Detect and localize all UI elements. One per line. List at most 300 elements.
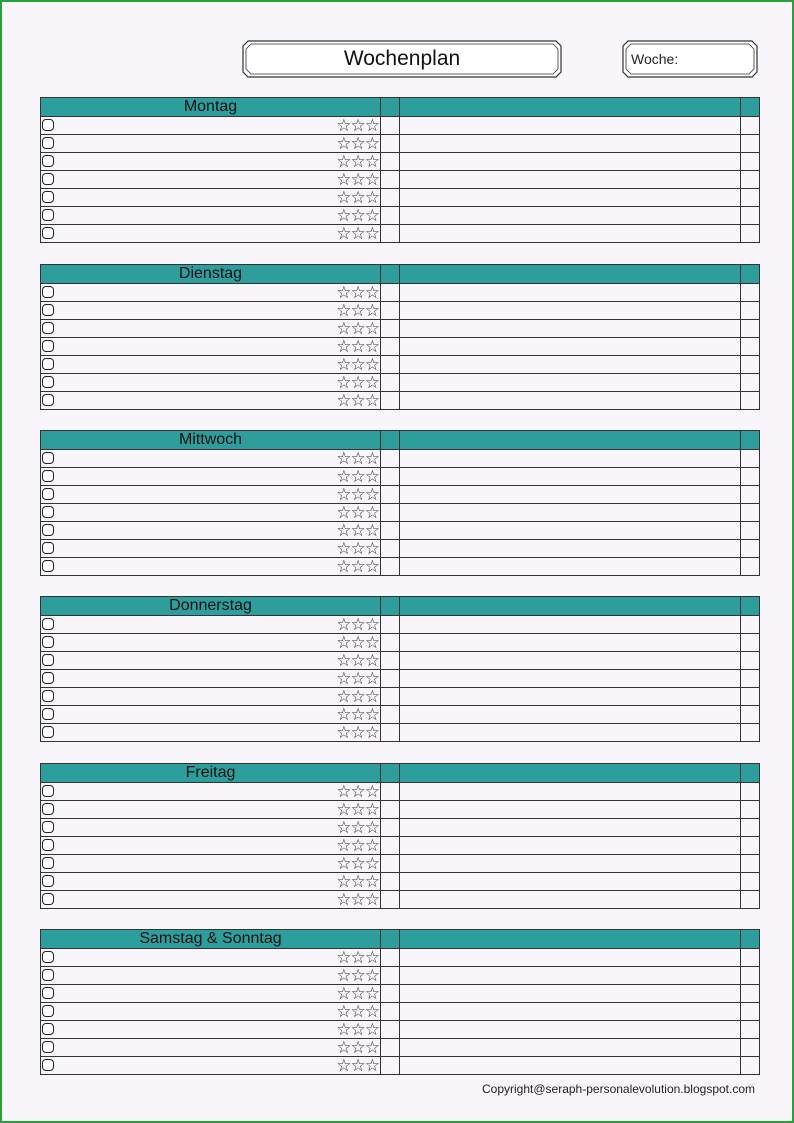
notes-cell[interactable] <box>400 450 741 468</box>
notes-cell[interactable] <box>400 504 741 522</box>
task-cell[interactable] <box>41 634 381 652</box>
check-cell[interactable] <box>741 504 760 522</box>
star-rating-icon[interactable]: ☆☆☆ <box>336 503 379 522</box>
small-cell[interactable] <box>381 985 400 1003</box>
small-cell[interactable] <box>381 801 400 819</box>
star-rating-icon[interactable]: ☆☆☆ <box>336 485 379 504</box>
task-cell[interactable] <box>41 949 381 967</box>
small-cell[interactable] <box>381 320 400 338</box>
task-cell[interactable] <box>41 392 381 410</box>
star-rating-icon[interactable]: ☆☆☆ <box>336 152 379 171</box>
star-rating-icon[interactable]: ☆☆☆ <box>336 836 379 855</box>
check-cell[interactable] <box>741 117 760 135</box>
check-cell[interactable] <box>741 616 760 634</box>
task-cell[interactable] <box>41 783 381 801</box>
checkbox-icon[interactable] <box>42 875 54 887</box>
header-cell <box>400 431 741 450</box>
notes-cell[interactable] <box>400 320 741 338</box>
check-cell[interactable] <box>741 450 760 468</box>
task-cell[interactable] <box>41 891 381 909</box>
star-rating-icon[interactable]: ☆☆☆ <box>336 170 379 189</box>
check-cell[interactable] <box>741 837 760 855</box>
star-rating-icon[interactable]: ☆☆☆ <box>336 391 379 410</box>
task-row <box>41 302 760 320</box>
task-cell[interactable] <box>41 153 381 171</box>
small-cell[interactable] <box>381 225 400 243</box>
small-cell[interactable] <box>381 652 400 670</box>
check-cell[interactable] <box>741 284 760 302</box>
small-cell[interactable] <box>381 706 400 724</box>
star-rating-icon[interactable]: ☆☆☆ <box>336 188 379 207</box>
check-cell[interactable] <box>741 1021 760 1039</box>
header-cell <box>381 265 400 284</box>
star-rating-icon[interactable]: ☆☆☆ <box>336 818 379 837</box>
task-cell[interactable] <box>41 504 381 522</box>
small-cell[interactable] <box>381 522 400 540</box>
task-cell[interactable] <box>41 724 381 742</box>
notes-cell[interactable] <box>400 207 741 225</box>
notes-cell[interactable] <box>400 801 741 819</box>
star-rating-icon[interactable]: ☆☆☆ <box>336 782 379 801</box>
checkbox-icon[interactable] <box>42 1041 54 1053</box>
checkbox-icon[interactable] <box>42 951 54 963</box>
task-row <box>41 468 760 486</box>
star-rating-icon[interactable]: ☆☆☆ <box>336 449 379 468</box>
check-cell[interactable] <box>741 468 760 486</box>
small-cell[interactable] <box>381 783 400 801</box>
small-cell[interactable] <box>381 486 400 504</box>
check-cell[interactable] <box>741 338 760 356</box>
notes-cell[interactable] <box>400 189 741 207</box>
check-cell[interactable] <box>741 1039 760 1057</box>
task-cell[interactable] <box>41 522 381 540</box>
task-cell[interactable] <box>41 540 381 558</box>
small-cell[interactable] <box>381 616 400 634</box>
small-cell[interactable] <box>381 284 400 302</box>
small-cell[interactable] <box>381 670 400 688</box>
notes-cell[interactable] <box>400 819 741 837</box>
header-cell <box>741 431 760 450</box>
header-cell <box>381 98 400 117</box>
star-rating-icon[interactable]: ☆☆☆ <box>336 669 379 688</box>
day-name: Mittwoch <box>41 431 381 450</box>
check-cell[interactable] <box>741 634 760 652</box>
small-cell[interactable] <box>381 819 400 837</box>
check-cell[interactable] <box>741 207 760 225</box>
small-cell[interactable] <box>381 855 400 873</box>
checkbox-icon[interactable] <box>42 173 54 185</box>
star-rating-icon[interactable]: ☆☆☆ <box>336 1038 379 1057</box>
notes-cell[interactable] <box>400 949 741 967</box>
notes-cell[interactable] <box>400 1039 741 1057</box>
checkbox-icon[interactable] <box>42 785 54 797</box>
check-cell[interactable] <box>741 540 760 558</box>
task-cell[interactable] <box>41 558 381 576</box>
checkbox-icon[interactable] <box>42 893 54 905</box>
task-row <box>41 1003 760 1021</box>
task-cell[interactable] <box>41 374 381 392</box>
task-cell[interactable] <box>41 706 381 724</box>
small-cell[interactable] <box>381 1021 400 1039</box>
checkbox-icon[interactable] <box>42 969 54 981</box>
task-row <box>41 783 760 801</box>
check-cell[interactable] <box>741 724 760 742</box>
star-rating-icon[interactable]: ☆☆☆ <box>336 116 379 135</box>
notes-cell[interactable] <box>400 724 741 742</box>
small-cell[interactable] <box>381 338 400 356</box>
notes-cell[interactable] <box>400 338 741 356</box>
header-cell <box>400 265 741 284</box>
task-cell[interactable] <box>41 819 381 837</box>
task-cell[interactable] <box>41 670 381 688</box>
checkbox-icon[interactable] <box>42 155 54 167</box>
small-cell[interactable] <box>381 837 400 855</box>
checkbox-icon[interactable] <box>42 654 54 666</box>
checkbox-icon[interactable] <box>42 542 54 554</box>
day-header-row <box>41 431 760 450</box>
star-rating-icon[interactable]: ☆☆☆ <box>336 134 379 153</box>
star-rating-icon[interactable]: ☆☆☆ <box>336 373 379 392</box>
small-cell[interactable] <box>381 450 400 468</box>
notes-cell[interactable] <box>400 392 741 410</box>
small-cell[interactable] <box>381 634 400 652</box>
day-block <box>40 97 759 243</box>
checkbox-icon[interactable] <box>42 524 54 536</box>
header-cell <box>741 265 760 284</box>
task-cell[interactable] <box>41 450 381 468</box>
checkbox-icon[interactable] <box>42 376 54 388</box>
notes-cell[interactable] <box>400 540 741 558</box>
checkbox-icon[interactable] <box>42 191 54 203</box>
star-rating-icon[interactable]: ☆☆☆ <box>336 633 379 652</box>
task-cell[interactable] <box>41 1057 381 1075</box>
checkbox-icon[interactable] <box>42 322 54 334</box>
star-rating-icon[interactable]: ☆☆☆ <box>336 615 379 634</box>
task-cell[interactable] <box>41 652 381 670</box>
notes-cell[interactable] <box>400 652 741 670</box>
day-header-row <box>41 930 760 949</box>
task-row <box>41 891 760 909</box>
checkbox-icon[interactable] <box>42 690 54 702</box>
star-rating-icon[interactable]: ☆☆☆ <box>336 800 379 819</box>
small-cell[interactable] <box>381 392 400 410</box>
checkbox-icon[interactable] <box>42 394 54 406</box>
checkbox-icon[interactable] <box>42 286 54 298</box>
day-name: Dienstag <box>41 265 381 284</box>
task-row <box>41 967 760 985</box>
header-cell <box>400 764 741 783</box>
task-row <box>41 652 760 670</box>
notes-cell[interactable] <box>400 1057 741 1075</box>
task-cell[interactable] <box>41 486 381 504</box>
check-cell[interactable] <box>741 522 760 540</box>
notes-cell[interactable] <box>400 891 741 909</box>
checkbox-icon[interactable] <box>42 1005 54 1017</box>
task-row <box>41 374 760 392</box>
checkbox-icon[interactable] <box>42 839 54 851</box>
notes-cell[interactable] <box>400 1021 741 1039</box>
checkbox-icon[interactable] <box>42 618 54 630</box>
check-cell[interactable] <box>741 873 760 891</box>
star-rating-icon[interactable]: ☆☆☆ <box>336 206 379 225</box>
task-cell[interactable] <box>41 1021 381 1039</box>
checkbox-icon[interactable] <box>42 506 54 518</box>
checkbox-icon[interactable] <box>42 137 54 149</box>
task-cell[interactable] <box>41 468 381 486</box>
small-cell[interactable] <box>381 688 400 706</box>
star-rating-icon[interactable]: ☆☆☆ <box>336 301 379 320</box>
task-row <box>41 1057 760 1075</box>
day-block <box>40 596 759 742</box>
star-rating-icon[interactable]: ☆☆☆ <box>336 557 379 576</box>
task-cell[interactable] <box>41 189 381 207</box>
small-cell[interactable] <box>381 302 400 320</box>
small-cell[interactable] <box>381 171 400 189</box>
star-rating-icon[interactable]: ☆☆☆ <box>336 651 379 670</box>
notes-cell[interactable] <box>400 873 741 891</box>
star-rating-icon[interactable]: ☆☆☆ <box>336 948 379 967</box>
small-cell[interactable] <box>381 207 400 225</box>
notes-cell[interactable] <box>400 688 741 706</box>
check-cell[interactable] <box>741 189 760 207</box>
checkbox-icon[interactable] <box>42 803 54 815</box>
task-cell[interactable] <box>41 967 381 985</box>
check-cell[interactable] <box>741 1003 760 1021</box>
check-cell[interactable] <box>741 392 760 410</box>
day-table <box>40 929 760 1075</box>
check-cell[interactable] <box>741 688 760 706</box>
check-cell[interactable] <box>741 985 760 1003</box>
small-cell[interactable] <box>381 558 400 576</box>
task-cell[interactable] <box>41 873 381 891</box>
day-table <box>40 264 760 410</box>
task-cell[interactable] <box>41 801 381 819</box>
small-cell[interactable] <box>381 356 400 374</box>
small-cell[interactable] <box>381 153 400 171</box>
check-cell[interactable] <box>741 670 760 688</box>
small-cell[interactable] <box>381 374 400 392</box>
star-rating-icon[interactable]: ☆☆☆ <box>336 319 379 338</box>
notes-cell[interactable] <box>400 616 741 634</box>
header-cell <box>381 764 400 783</box>
notes-cell[interactable] <box>400 837 741 855</box>
star-rating-icon[interactable]: ☆☆☆ <box>336 1002 379 1021</box>
task-cell[interactable] <box>41 284 381 302</box>
notes-cell[interactable] <box>400 522 741 540</box>
small-cell[interactable] <box>381 504 400 522</box>
star-rating-icon[interactable]: ☆☆☆ <box>336 984 379 1003</box>
checkbox-icon[interactable] <box>42 672 54 684</box>
check-cell[interactable] <box>741 356 760 374</box>
day-name: Donnerstag <box>41 597 381 616</box>
notes-cell[interactable] <box>400 225 741 243</box>
check-cell[interactable] <box>741 320 760 338</box>
star-rating-icon[interactable]: ☆☆☆ <box>336 539 379 558</box>
task-cell[interactable] <box>41 171 381 189</box>
star-rating-icon[interactable]: ☆☆☆ <box>336 854 379 873</box>
check-cell[interactable] <box>741 302 760 320</box>
star-rating-icon[interactable]: ☆☆☆ <box>336 872 379 891</box>
check-cell[interactable] <box>741 949 760 967</box>
checkbox-icon[interactable] <box>42 452 54 464</box>
check-cell[interactable] <box>741 171 760 189</box>
notes-cell[interactable] <box>400 486 741 504</box>
small-cell[interactable] <box>381 873 400 891</box>
day-name: Freitag <box>41 764 381 783</box>
task-cell[interactable] <box>41 302 381 320</box>
header-cell <box>741 930 760 949</box>
small-cell[interactable] <box>381 189 400 207</box>
check-cell[interactable] <box>741 891 760 909</box>
check-cell[interactable] <box>741 819 760 837</box>
check-cell[interactable] <box>741 486 760 504</box>
check-cell[interactable] <box>741 652 760 670</box>
task-cell[interactable] <box>41 1039 381 1057</box>
notes-cell[interactable] <box>400 117 741 135</box>
checkbox-icon[interactable] <box>42 340 54 352</box>
star-rating-icon[interactable]: ☆☆☆ <box>336 723 379 742</box>
check-cell[interactable] <box>741 801 760 819</box>
notes-cell[interactable] <box>400 374 741 392</box>
checkbox-icon[interactable] <box>42 636 54 648</box>
small-cell[interactable] <box>381 1057 400 1075</box>
task-cell[interactable] <box>41 688 381 706</box>
task-row <box>41 392 760 410</box>
notes-cell[interactable] <box>400 670 741 688</box>
task-cell[interactable] <box>41 207 381 225</box>
notes-cell[interactable] <box>400 1003 741 1021</box>
day-name: Montag <box>41 98 381 117</box>
small-cell[interactable] <box>381 1039 400 1057</box>
checkbox-icon[interactable] <box>42 304 54 316</box>
task-row <box>41 837 760 855</box>
check-cell[interactable] <box>741 706 760 724</box>
checkbox-icon[interactable] <box>42 857 54 869</box>
task-row <box>41 338 760 356</box>
notes-cell[interactable] <box>400 706 741 724</box>
notes-cell[interactable] <box>400 634 741 652</box>
star-rating-icon[interactable]: ☆☆☆ <box>336 890 379 909</box>
small-cell[interactable] <box>381 967 400 985</box>
task-cell[interactable] <box>41 616 381 634</box>
small-cell[interactable] <box>381 117 400 135</box>
task-cell[interactable] <box>41 837 381 855</box>
check-cell[interactable] <box>741 135 760 153</box>
task-cell[interactable] <box>41 338 381 356</box>
notes-cell[interactable] <box>400 284 741 302</box>
small-cell[interactable] <box>381 540 400 558</box>
task-row <box>41 873 760 891</box>
task-cell[interactable] <box>41 356 381 374</box>
checkbox-icon[interactable] <box>42 119 54 131</box>
notes-cell[interactable] <box>400 153 741 171</box>
task-cell[interactable] <box>41 320 381 338</box>
small-cell[interactable] <box>381 468 400 486</box>
check-cell[interactable] <box>741 558 760 576</box>
small-cell[interactable] <box>381 891 400 909</box>
checkbox-icon[interactable] <box>42 560 54 572</box>
checkbox-icon[interactable] <box>42 209 54 221</box>
notes-cell[interactable] <box>400 171 741 189</box>
checkbox-icon[interactable] <box>42 1059 54 1071</box>
notes-cell[interactable] <box>400 783 741 801</box>
star-rating-icon[interactable]: ☆☆☆ <box>336 467 379 486</box>
notes-cell[interactable] <box>400 468 741 486</box>
check-cell[interactable] <box>741 855 760 873</box>
check-cell[interactable] <box>741 783 760 801</box>
check-cell[interactable] <box>741 967 760 985</box>
checkbox-icon[interactable] <box>42 1023 54 1035</box>
star-rating-icon[interactable]: ☆☆☆ <box>336 283 379 302</box>
checkbox-icon[interactable] <box>42 470 54 482</box>
checkbox-icon[interactable] <box>42 488 54 500</box>
checkbox-icon[interactable] <box>42 821 54 833</box>
star-rating-icon[interactable]: ☆☆☆ <box>336 705 379 724</box>
task-row <box>41 356 760 374</box>
task-cell[interactable] <box>41 225 381 243</box>
notes-cell[interactable] <box>400 135 741 153</box>
week-label: Woche: <box>631 51 679 67</box>
task-row <box>41 855 760 873</box>
task-row <box>41 540 760 558</box>
header-cell <box>400 930 741 949</box>
task-cell[interactable] <box>41 117 381 135</box>
notes-cell[interactable] <box>400 967 741 985</box>
task-cell[interactable] <box>41 985 381 1003</box>
task-row <box>41 504 760 522</box>
checkbox-icon[interactable] <box>42 708 54 720</box>
notes-cell[interactable] <box>400 302 741 320</box>
day-table <box>40 763 760 909</box>
checkbox-icon[interactable] <box>42 358 54 370</box>
small-cell[interactable] <box>381 724 400 742</box>
day-header-row <box>41 265 760 284</box>
header-cell <box>381 431 400 450</box>
star-rating-icon[interactable]: ☆☆☆ <box>336 521 379 540</box>
header-cell <box>400 597 741 616</box>
star-rating-icon[interactable]: ☆☆☆ <box>336 687 379 706</box>
star-rating-icon[interactable]: ☆☆☆ <box>336 337 379 356</box>
star-rating-icon[interactable]: ☆☆☆ <box>336 1056 379 1075</box>
checkbox-icon[interactable] <box>42 987 54 999</box>
star-rating-icon[interactable]: ☆☆☆ <box>336 966 379 985</box>
checkbox-icon[interactable] <box>42 726 54 738</box>
checkbox-icon[interactable] <box>42 227 54 239</box>
notes-cell[interactable] <box>400 855 741 873</box>
notes-cell[interactable] <box>400 558 741 576</box>
day-block <box>40 264 759 410</box>
check-cell[interactable] <box>741 374 760 392</box>
small-cell[interactable] <box>381 135 400 153</box>
notes-cell[interactable] <box>400 985 741 1003</box>
small-cell[interactable] <box>381 949 400 967</box>
header-cell <box>741 764 760 783</box>
star-rating-icon[interactable]: ☆☆☆ <box>336 1020 379 1039</box>
day-header-row <box>41 597 760 616</box>
task-row <box>41 486 760 504</box>
task-row <box>41 1021 760 1039</box>
check-cell[interactable] <box>741 1057 760 1075</box>
small-cell[interactable] <box>381 1003 400 1021</box>
notes-cell[interactable] <box>400 356 741 374</box>
check-cell[interactable] <box>741 153 760 171</box>
check-cell[interactable] <box>741 225 760 243</box>
star-rating-icon[interactable]: ☆☆☆ <box>336 224 379 243</box>
task-cell[interactable] <box>41 135 381 153</box>
task-cell[interactable] <box>41 1003 381 1021</box>
star-rating-icon[interactable]: ☆☆☆ <box>336 355 379 374</box>
task-cell[interactable] <box>41 855 381 873</box>
